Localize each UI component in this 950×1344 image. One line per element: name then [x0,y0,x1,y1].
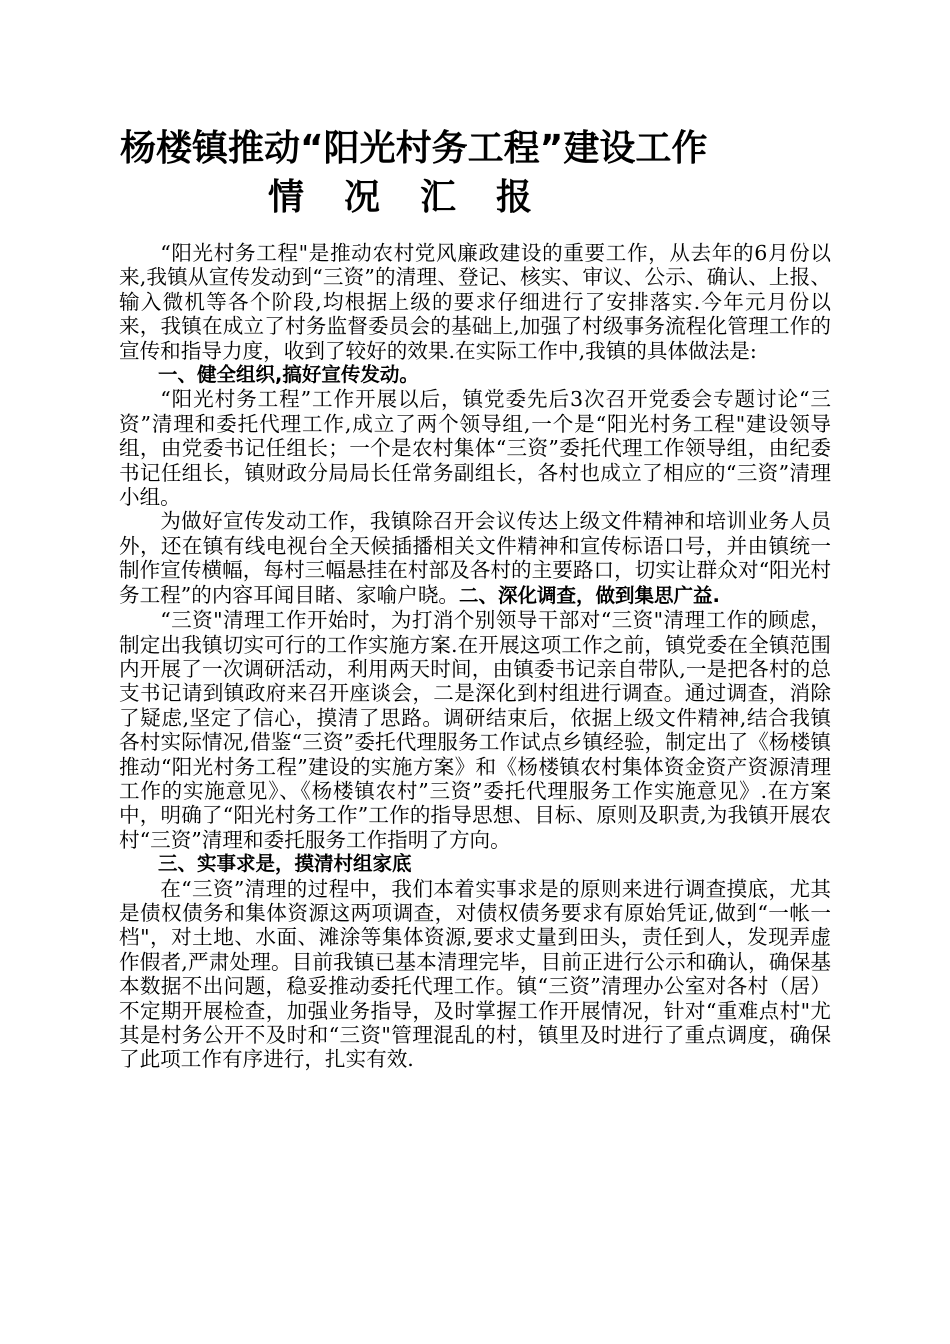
paragraph-investigation: “三资"清理工作开始时，为打消个别领导干部对“三资"清理工作的顾虑，制定出我镇切实可行的工作实施方案.在开展这项工作之前，镇党委在全镇范围内开展了一次调研活动，利用两天时间，由镇委书记亲自带队,一是把各村的总支书记请到镇政府来召开座谈会，二是深化到村组进行调查。通过调查，消除了疑虑,坚定了信心，摸清了思路。调研结束后，依据上级文件精神,结合我镇各村实际情况,借鉴“三资”委托代理服务工作试点乡镇经验，制定出了《杨楼镇推动“阳光村务工程”建设的实施方案》和《杨楼镇农村集体资金资产资源清理工作的实施意见》、《杨楼镇农村”三资”委托代理服务工作实施意见》.在方案中，明确了“阳光村务工作”工作的指导思想、目标、原则及职责,为我镇开展农村“三资”清理和委托服务工作指明了方向。 [119,608,831,852]
intro-paragraph: “阳光村务工程"是推动农村党风廉政建设的重要工作，从去年的6月份以来,我镇从宣传发动到“三资”的清理、登记、核实、审议、公示、确认、上报、输入微机等各个阶段,均根据上级的要求仔细进行了安排落实.今年元月份以来，我镇在成立了村务监督委员会的基础上,加强了村级事务流程化管理工作的宣传和指导力度，收到了较好的效果.在实际工作中,我镇的具体做法是: [119,241,831,363]
paragraph-organization: “阳光村务工程”工作开展以后，镇党委先后3次召开党委会专题讨论“三资”清理和委托代理工作,成立了两个领导组,一个是“阳光村务工程"建设领导组，由党委书记任组长；一个是农村集体“三资”委托代理工作领导组，由纪委书记任组长，镇财政分局局长任常务副组长，各村也成立了相应的“三资”清理小组。 [119,387,831,510]
document-title: 杨楼镇推动“阳光村务工程”建设工作 [120,128,708,169]
paragraph-inventory: 在“三资”清理的过程中，我们本着实事求是的原则来进行调查摸底，尤其是债权债务和集体资源这两项调查，对债权债务要求有原始凭证,做到“一帐一档"，对土地、水面、滩涂等集体资源,要求丈量到田头，责任到人，发现弄虚作假者,严肃处理。目前我镇已基本清理完毕，目前正进行公示和确认，确保基本数据不出问题，稳妥推动委托代理工作。镇“三资”清理办公室对各村（居）不定期开展检查，加强业务指导，及时掌握工作开展情况，针对“重难点村"尤其是村务公开不及时和“三资"管理混乱的村，镇里及时进行了重点调度，确保了此项工作有序进行，扎实有效. [119,876,831,1072]
section-heading-1: 一、健全组织,搞好宣传发动。 [158,363,419,387]
section-heading-2: 二、深化调查，做到集思广益. [459,583,720,607]
section-heading-3: 三、实事求是，摸清村组家底 [158,852,412,876]
document-body [119,241,831,1072]
paragraph-publicity-text: 为做好宣传发动工作，我镇除召开会议传达上级文件精神和培训业务人员外，还在镇有线电视台全天候插播相关文件精神和宣传标语口号，并由镇统一制作宣传横幅，每村三幅悬挂在村部及各村的主要路口，切实让群众对“阳光村务工程”的内容耳闻目睹、家喻户晓。 [119,509,831,607]
document-subtitle: 情况汇报 [267,177,572,218]
paragraph-publicity [119,509,831,608]
